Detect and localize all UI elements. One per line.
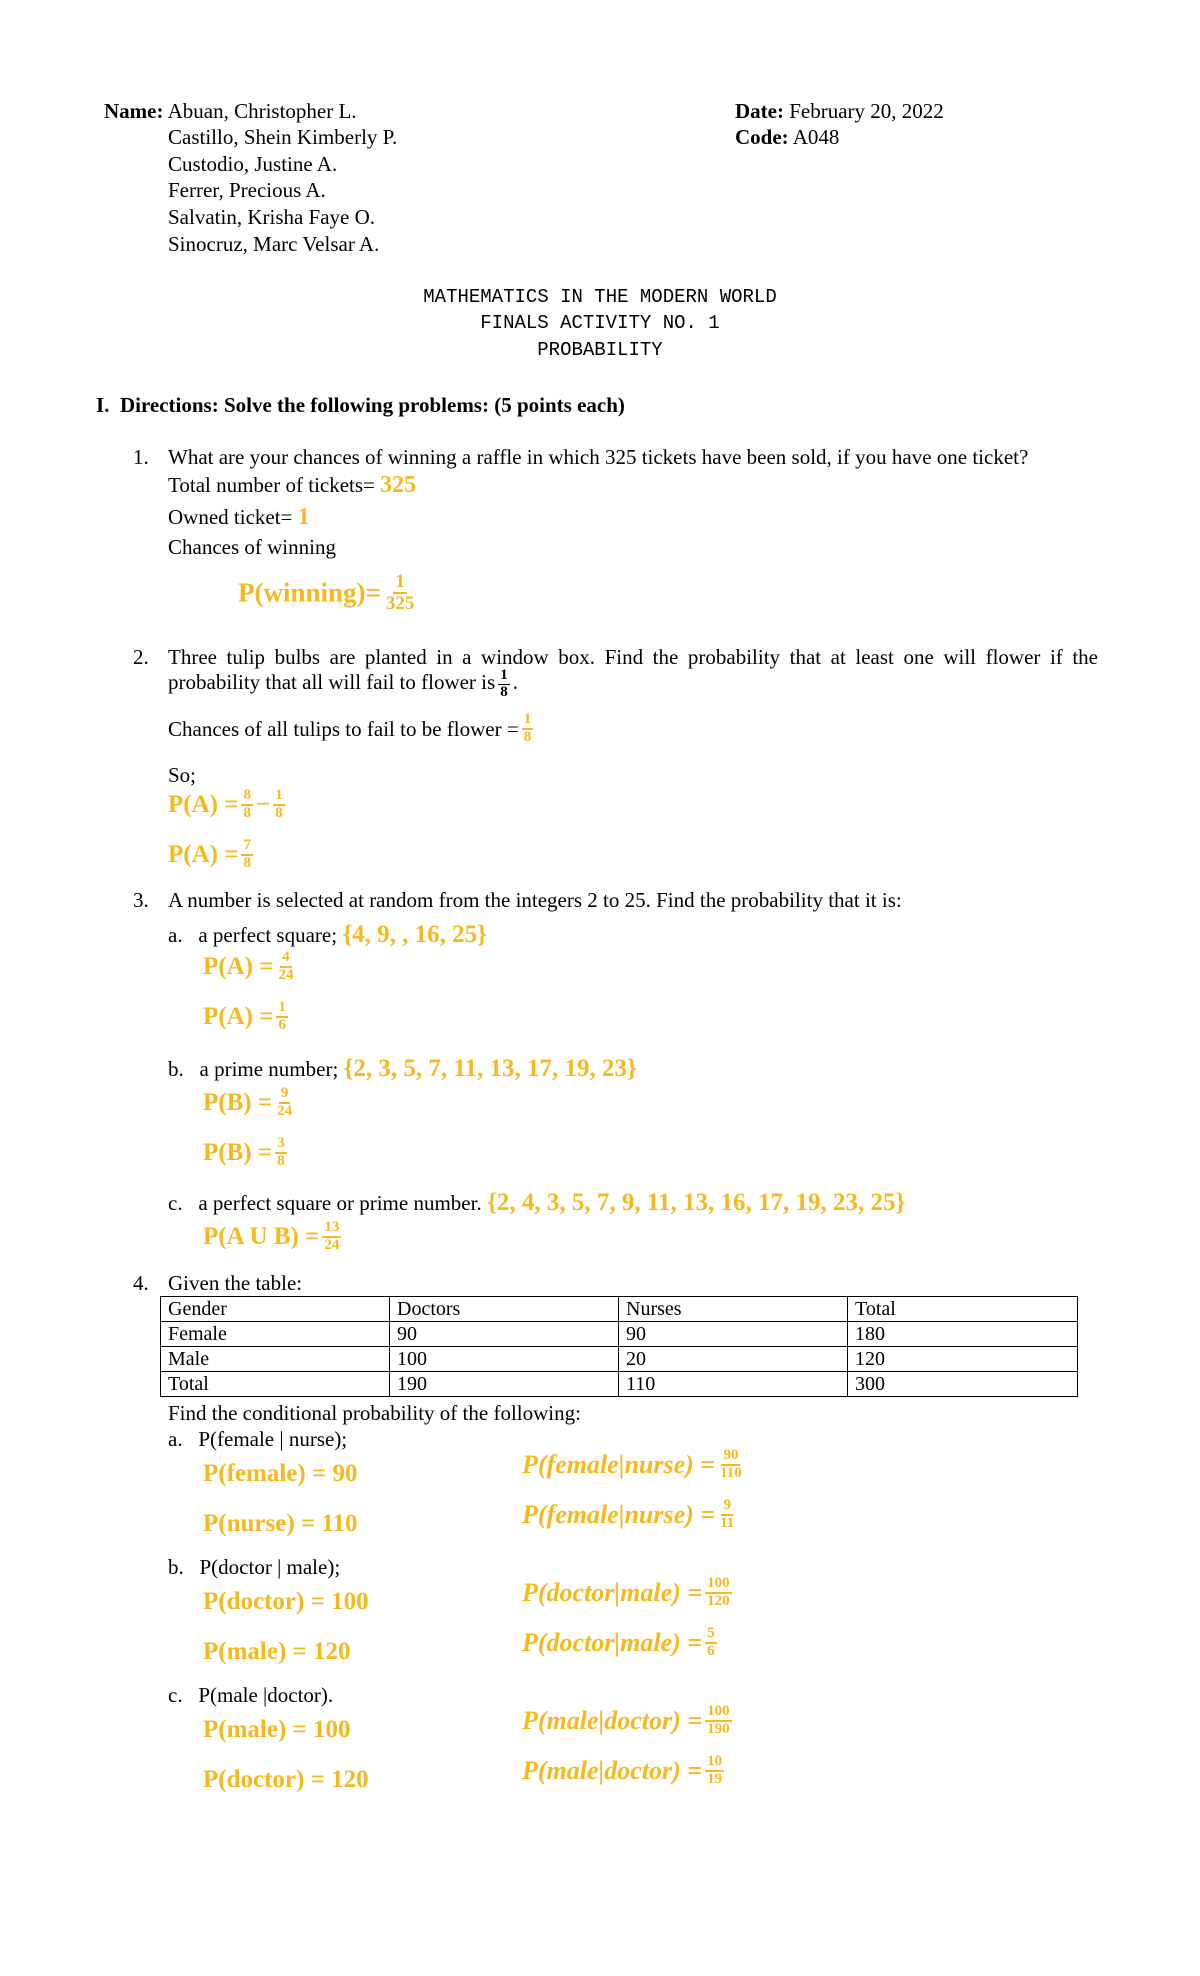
q1-total-line: [168, 472, 416, 498]
q2-number: 2.: [133, 645, 149, 669]
code-field: [735, 124, 839, 150]
q1-owned-label: Owned ticket=: [168, 505, 293, 529]
data-table: [160, 1296, 1078, 1397]
fraction-denominator: 8: [523, 728, 532, 745]
table-row: [161, 1322, 1078, 1347]
fraction-numerator: 10: [705, 1754, 724, 1772]
q3a-text: a perfect square;: [198, 923, 338, 947]
fraction-denominator: 8: [243, 804, 251, 821]
q2-period: .: [512, 670, 518, 695]
fraction-numerator: 1: [522, 712, 534, 730]
q4c-text: P(male |doctor).: [198, 1683, 334, 1707]
q4c-left-2: P(doctor) = 120: [203, 1766, 369, 1793]
q3b-letter: b.: [168, 1057, 184, 1081]
fraction-numerator: 100: [705, 1704, 732, 1722]
q3a-letter: a.: [168, 923, 183, 947]
fraction-numerator: 1: [276, 1000, 288, 1018]
q2-chance-fraction: [522, 712, 534, 746]
q4a-r1-fraction: [718, 1448, 744, 1482]
q3b-line: [168, 1056, 637, 1082]
table-header-row: [161, 1297, 1078, 1322]
q4b-left-2: P(male) = 120: [203, 1638, 351, 1665]
q4c-r2-fraction: [705, 1754, 724, 1788]
topic-title: PROBABILITY: [537, 339, 663, 361]
q1-text: What are your chances of winning a raffle in which 325 tickets have been sold, if you have one ticket?: [168, 445, 1029, 469]
q4a-r2-label: P(female|nurse) =: [522, 1500, 716, 1530]
q2-chance-label: Chances of all tulips to fail to be flower =: [168, 716, 519, 741]
fraction-numerator: 5: [705, 1626, 717, 1644]
section-text: Directions: Solve the following problems: (5 points each): [119, 393, 625, 417]
author-name: Ferrer, Precious A.: [168, 178, 326, 202]
q3b-equation-1: [203, 1086, 297, 1120]
q1-answer-fraction: [384, 572, 417, 614]
q3c-eq1-fraction: [322, 1220, 341, 1254]
fraction-denominator: 6: [278, 1016, 286, 1033]
fraction-numerator: 3: [275, 1136, 287, 1154]
q4c-line: [168, 1682, 333, 1708]
table-cell: 90: [390, 1322, 619, 1347]
q4c-left-1: P(male) = 100: [203, 1716, 351, 1743]
q3b-eq2-label: P(B) =: [203, 1138, 273, 1166]
name-label: Name:: [104, 99, 164, 123]
activity-title: FINALS ACTIVITY NO. 1: [480, 312, 720, 334]
q4a-r2-fraction: [718, 1498, 736, 1532]
q3a-eq2-label: P(A) =: [203, 1002, 274, 1030]
q3a-set: {4, 9, , 16, 25}: [342, 921, 488, 948]
course-title: MATHEMATICS IN THE MODERN WORLD: [423, 286, 777, 308]
q4-instruction: Find the conditional probability of the following:: [168, 1401, 581, 1425]
fraction-denominator: 325: [385, 592, 415, 614]
table-cell: 100: [390, 1347, 619, 1372]
table-header-cell: Total: [848, 1297, 1078, 1322]
section-directions: [96, 392, 625, 418]
name-field: [104, 98, 357, 124]
q4b-text: P(doctor | male);: [199, 1555, 341, 1579]
q2-text-line1: Three tulip bulbs are planted in a window box. Find the probability that at least one will flower if the: [168, 645, 1098, 669]
q4b-r2-label: P(doctor|male) =: [522, 1628, 703, 1658]
fraction-numerator: 9: [721, 1498, 733, 1516]
author-name: Castillo, Shein Kimberly P.: [168, 125, 398, 149]
author-name: Salvatin, Krisha Faye O.: [168, 205, 376, 229]
q2-fraction: [498, 668, 510, 701]
q3a-eq1-label: P(A) =: [203, 952, 274, 980]
q1-owned-value: 1: [297, 504, 310, 530]
table-cell: Total: [161, 1372, 390, 1397]
q2-eq1-fraction-a: [241, 788, 253, 822]
q2-equation-2: [168, 838, 256, 872]
fraction-denominator: 8: [275, 804, 283, 821]
fraction-numerator: 90: [721, 1448, 740, 1466]
table-cell: 110: [619, 1372, 848, 1397]
fraction-denominator: 24: [278, 966, 294, 983]
q2-eq1-fraction-b: [273, 788, 285, 822]
q3c-equation-1: [203, 1220, 344, 1254]
fraction-numerator: 8: [241, 788, 253, 806]
table-header-cell: Doctors: [390, 1297, 619, 1322]
code-value: A048: [792, 125, 840, 149]
table-row: [161, 1347, 1078, 1372]
fraction-numerator: 1: [500, 667, 508, 683]
fraction-numerator: 13: [322, 1220, 341, 1238]
q3c-set: {2, 4, 3, 5, 7, 9, 11, 13, 16, 17, 19, 23, 25}: [486, 1189, 906, 1216]
q1-total-value: 325: [380, 472, 417, 498]
q4b-r1-label: P(doctor|male) =: [522, 1578, 703, 1608]
table-cell: 180: [848, 1322, 1078, 1347]
q3b-set: {2, 3, 5, 7, 11, 13, 17, 19, 23}: [343, 1055, 637, 1082]
q3b-text: a prime number;: [199, 1057, 339, 1081]
q3a-eq2-fraction: [276, 1000, 288, 1034]
fraction-denominator: 190: [707, 1721, 730, 1738]
q4c-letter: c.: [168, 1683, 183, 1707]
q3b-eq1-fraction: [275, 1086, 294, 1120]
fraction-denominator: 11: [720, 1515, 735, 1532]
q4c-right-2: [522, 1754, 727, 1788]
q2-equation-1: [168, 788, 288, 822]
table-header-cell: Gender: [161, 1297, 390, 1322]
code-label: Code:: [735, 125, 789, 149]
q4b-left-1: P(doctor) = 100: [203, 1588, 369, 1615]
table-cell: 300: [848, 1372, 1078, 1397]
fraction-denominator: 8: [243, 854, 251, 871]
q4a-left-2: P(nurse) = 110: [203, 1510, 358, 1537]
q1-owned-line: [168, 504, 310, 530]
q3a-equation-2: [203, 1000, 291, 1034]
author-name: Abuan, Christopher L.: [167, 99, 357, 123]
q3-number: 3.: [133, 888, 149, 912]
q3c-eq1-label: P(A U B) =: [203, 1222, 320, 1250]
q3b-equation-2: [203, 1136, 290, 1170]
q4a-r1-label: P(female|nurse) =: [522, 1450, 716, 1480]
q4b-letter: b.: [168, 1555, 184, 1579]
q4c-r1-label: P(male|doctor) =: [522, 1706, 703, 1736]
q3b-eq1-label: P(B) =: [203, 1088, 273, 1116]
q4b-r1-fraction: [705, 1576, 732, 1610]
fraction-denominator: 8: [277, 1152, 285, 1169]
q4b-right-1: [522, 1576, 735, 1610]
q4a-letter: a.: [168, 1427, 183, 1451]
q3b-eq2-fraction: [275, 1136, 287, 1170]
q4b-line: [168, 1554, 340, 1580]
q2-eq1-minus: −: [255, 790, 271, 818]
q4b-r2-fraction: [705, 1626, 717, 1660]
q1-chances-label: Chances of winning: [168, 535, 336, 559]
q3c-text: a perfect square or prime number.: [198, 1191, 482, 1215]
fraction-denominator: 110: [720, 1465, 742, 1482]
q3a-eq1-fraction: [276, 950, 295, 984]
fraction-denominator: 6: [707, 1643, 715, 1660]
q1-number: 1.: [133, 445, 149, 469]
table-header-cell: Nurses: [619, 1297, 848, 1322]
fraction-numerator: 9: [279, 1086, 291, 1104]
fraction-denominator: 24: [277, 1102, 293, 1119]
q4a-right-2: [522, 1498, 739, 1532]
section-number: I.: [96, 393, 110, 417]
fraction-numerator: 100: [705, 1576, 732, 1594]
author-name: Custodio, Justine A.: [168, 152, 338, 176]
q1-answer-label: P(winning)=: [238, 577, 381, 608]
fraction-denominator: 19: [707, 1771, 723, 1788]
table-cell: 90: [619, 1322, 848, 1347]
q2-so: So;: [168, 763, 197, 787]
q3c-letter: c.: [168, 1191, 183, 1215]
q2-text-line2: [168, 668, 518, 701]
table-cell: Female: [161, 1322, 390, 1347]
q2-chance-line: [168, 712, 536, 746]
q4a-line: [168, 1426, 347, 1452]
q4-number: 4.: [133, 1271, 149, 1295]
date-label: Date:: [735, 99, 784, 123]
q4-text: Given the table:: [168, 1271, 303, 1295]
q4a-left-1: P(female) = 90: [203, 1460, 358, 1487]
table-cell: Male: [161, 1347, 390, 1372]
q4a-text: P(female | nurse);: [198, 1427, 348, 1451]
table-cell: 120: [848, 1347, 1078, 1372]
q3a-equation-1: [203, 950, 298, 984]
q1-answer: [238, 572, 419, 614]
date-field: [735, 98, 944, 124]
table-row: [161, 1372, 1078, 1397]
table-cell: 190: [390, 1372, 619, 1397]
q1-total-label: Total number of tickets=: [168, 473, 375, 497]
date-value: February 20, 2022: [789, 99, 944, 123]
q4c-right-1: [522, 1704, 735, 1738]
q3c-line: [168, 1190, 905, 1216]
q2-text: probability that all will fail to flower is: [168, 670, 496, 695]
fraction-numerator: 4: [280, 950, 292, 968]
table-cell: 20: [619, 1347, 848, 1372]
q3a-line: [168, 922, 487, 948]
q4a-right-1: [522, 1448, 747, 1482]
fraction-numerator: 1: [395, 571, 405, 592]
q2-eq1-label: P(A) =: [168, 790, 239, 818]
fraction-numerator: 1: [273, 788, 285, 806]
q2-eq2-label: P(A) =: [168, 840, 239, 868]
q2-eq2-fraction: [241, 838, 253, 872]
q3-text: A number is selected at random from the integers 2 to 25. Find the probability that it is:: [168, 888, 902, 912]
q4b-right-2: [522, 1626, 720, 1660]
q4c-r1-fraction: [705, 1704, 732, 1738]
fraction-denominator: 120: [707, 1593, 730, 1610]
fraction-denominator: 24: [324, 1236, 340, 1253]
author-name: Sinocruz, Marc Velsar A.: [168, 232, 380, 256]
fraction-denominator: 8: [500, 683, 508, 700]
fraction-numerator: 7: [241, 838, 253, 856]
q4c-r2-label: P(male|doctor) =: [522, 1756, 703, 1786]
